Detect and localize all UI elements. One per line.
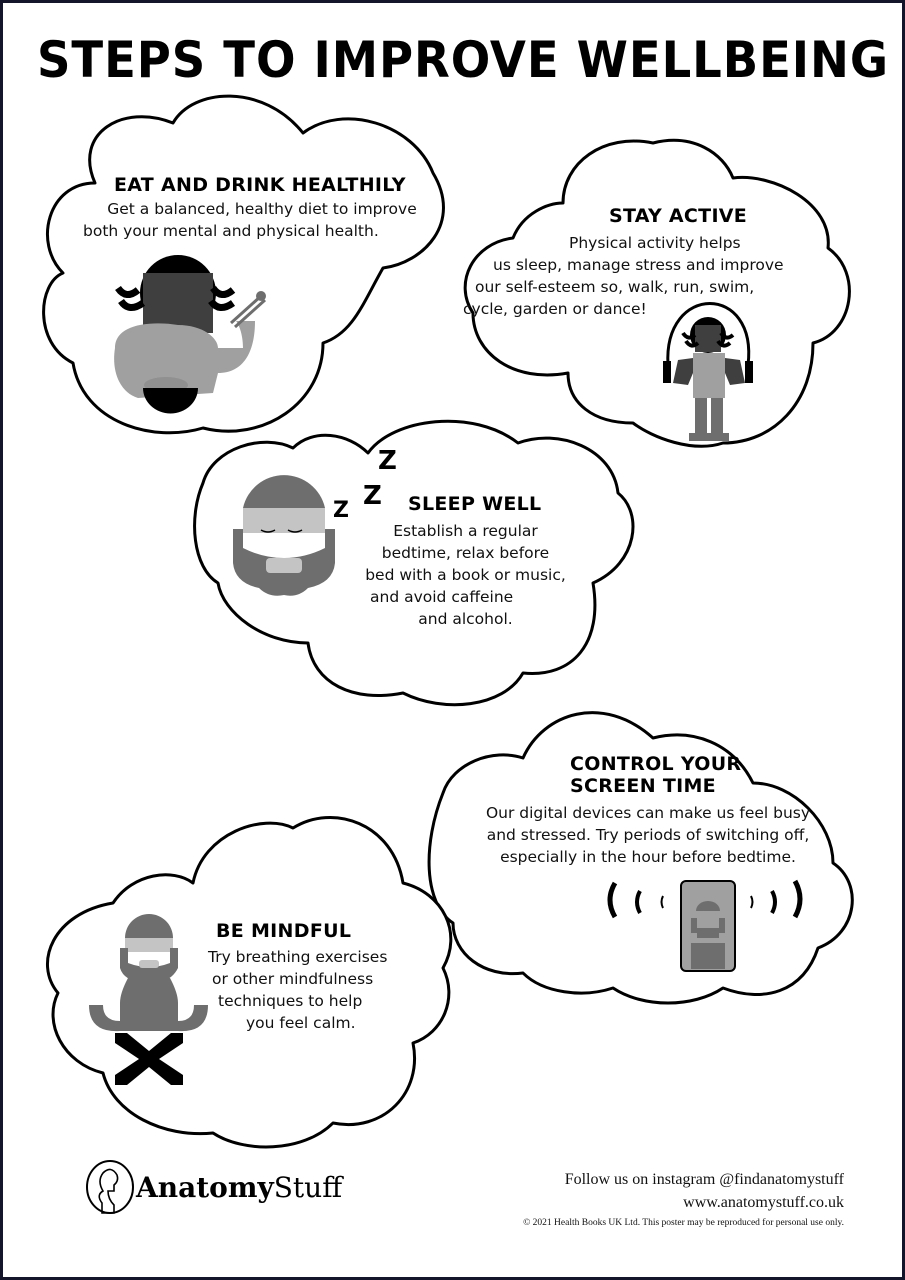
- section-text-active: [463, 232, 813, 320]
- text-line: techniques to help: [218, 992, 363, 1010]
- text-line: Our digital devices can make us feel busy: [485, 804, 811, 822]
- text-line: Get a balanced, healthy diet to improve: [107, 200, 417, 218]
- text-line: cycle, garden or dance!: [463, 300, 647, 318]
- text-line: especially in the hour before bedtime.: [500, 848, 796, 866]
- section-text-mindful: [208, 946, 408, 1034]
- text-line: and stressed. Try periods of switching off,: [486, 826, 810, 844]
- text-line: Physical activity helps: [569, 234, 741, 252]
- section-heading-mindful: BE MINDFUL: [216, 920, 352, 942]
- section-text-screen: [473, 802, 823, 868]
- page-title: STEPS TO IMPROVE WELLBEING: [37, 31, 889, 89]
- text-line: bed with a book or music,: [365, 566, 566, 584]
- website-link[interactable]: www.anatomystuff.co.uk: [683, 1194, 844, 1211]
- text-line: or other mindfulness: [212, 970, 374, 988]
- heading-line: CONTROL YOUR: [570, 753, 742, 775]
- text-line: bedtime, relax before: [381, 544, 550, 562]
- text-line: Try breathing exercises: [208, 948, 388, 966]
- text-line: both your mental and physical health.: [83, 222, 379, 240]
- section-heading-screen: [570, 753, 741, 797]
- zzz-icon-2: Z: [363, 481, 382, 511]
- section-text-sleep: [358, 520, 573, 630]
- zzz-icon-1: Z: [333, 498, 349, 523]
- copyright-text: © 2021 Health Books UK Ltd. This poster may be reproduced for personal use only.: [523, 1218, 844, 1228]
- section-heading-eat: EAT AND DRINK HEALTHILY: [114, 174, 406, 196]
- poster-page: [3, 3, 902, 1277]
- instagram-text: Follow us on instagram @findanatomystuff: [564, 1171, 844, 1188]
- text-line: Establish a regular: [393, 522, 538, 540]
- heading-line: SCREEN TIME: [570, 775, 716, 797]
- text-line: and alcohol.: [418, 610, 513, 628]
- text-line: you feel calm.: [246, 1014, 356, 1032]
- text-line: and avoid caffeine: [370, 588, 514, 606]
- brand-name-light: Stuff: [273, 1170, 343, 1204]
- section-heading-sleep: SLEEP WELL: [408, 493, 542, 515]
- brand-name: [136, 1171, 342, 1204]
- cloud-eat: [44, 96, 444, 433]
- text-line: our self-esteem so, walk, run, swim,: [475, 278, 755, 296]
- section-heading-active: STAY ACTIVE: [609, 205, 748, 227]
- anatomystuff-logo-icon: [87, 1161, 133, 1213]
- zzz-icon-3: Z: [378, 446, 397, 476]
- brand-name-bold: Anatomy: [136, 1170, 274, 1204]
- brand-logo: [136, 1161, 342, 1213]
- section-text-eat: [83, 198, 423, 242]
- text-line: us sleep, manage stress and improve: [493, 256, 784, 274]
